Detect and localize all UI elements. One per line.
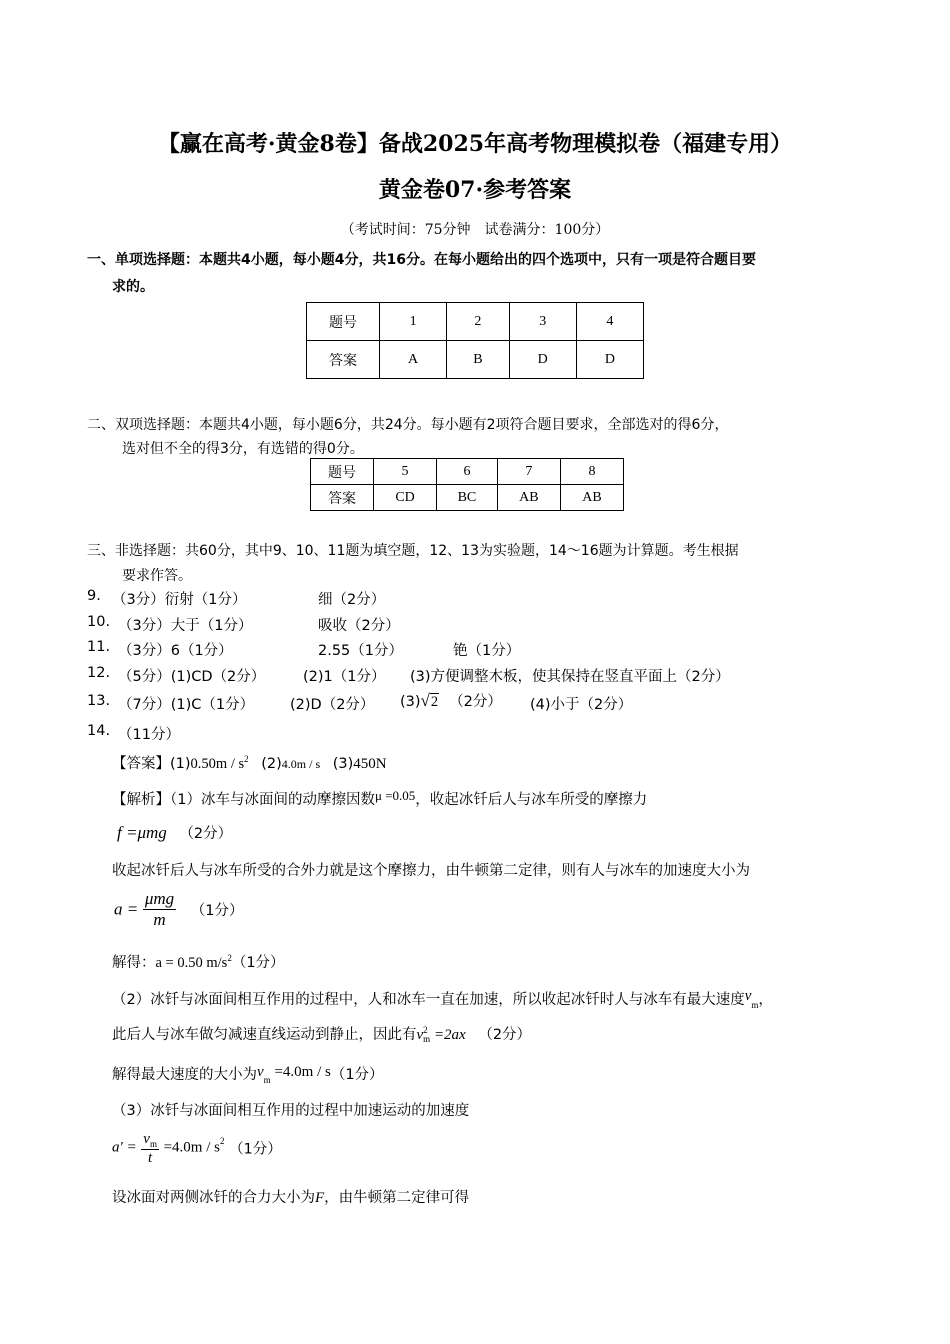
q13-number: 13. xyxy=(87,693,111,709)
analysis-p6 xyxy=(112,1063,384,1085)
table-cell: BC xyxy=(437,485,498,511)
q13-c-radicand: 2 xyxy=(430,694,439,710)
eq3-exponent: 2 xyxy=(219,1136,225,1146)
table-cell: 2 xyxy=(447,303,509,341)
q12-answer-a: （5分）(1)CD（2分） xyxy=(118,669,266,685)
analysis-p3 xyxy=(112,951,285,972)
table-header-label: 题号 xyxy=(307,303,380,341)
p4-tail: ， xyxy=(758,992,773,1008)
q12-answer-c: (3)方便调整木板，使其保持在竖直平面上（2分） xyxy=(410,669,730,685)
eq2-numerator: μmg xyxy=(144,889,175,908)
analysis-p1-text: （1）冰车与冰面间的动摩擦因数 xyxy=(170,792,375,808)
p6-subscript: m xyxy=(263,1074,271,1085)
analysis-p4 xyxy=(112,988,773,1010)
q10-number: 10. xyxy=(87,614,111,630)
table-answer-label: 答案 xyxy=(311,485,374,511)
q14-score: （11分） xyxy=(118,727,180,743)
p6-equation: =4.0m / s xyxy=(270,1064,331,1080)
table-header-label: 题号 xyxy=(311,459,374,485)
q11-answer-b: 2.55（1分） xyxy=(318,643,404,659)
table-cell: A xyxy=(380,341,447,379)
analysis-p5 xyxy=(112,1023,531,1044)
eq3-num-var: v xyxy=(143,1131,150,1147)
p5-prefix: 此后人与冰车做匀减速直线运动到静止，因此有 xyxy=(112,1027,417,1043)
table-cell: 8 xyxy=(560,459,623,485)
equation-acceleration xyxy=(114,889,244,930)
section1-answer-table xyxy=(306,302,644,379)
q11-number: 11. xyxy=(87,639,111,655)
sqrt-icon: √ xyxy=(420,691,430,710)
p4-text: （2）冰钎与冰面间相互作用的过程中，人和冰车一直在加速，所以收起冰钎时人与冰车有最大速度 xyxy=(112,992,745,1008)
analysis-p1 xyxy=(112,788,647,809)
p6-score: （1分） xyxy=(330,1067,384,1083)
section2-heading-cont: 选对但不全的得3分，有选错的得0分。 xyxy=(122,441,364,457)
eq2-lhs: a = xyxy=(114,899,139,919)
section2-answer-table xyxy=(310,458,624,511)
eq3-fraction xyxy=(141,1129,159,1167)
q14-number: 14. xyxy=(87,723,111,739)
eq3-lhs: a′ = xyxy=(112,1139,137,1156)
table-cell: 4 xyxy=(576,303,643,341)
p3-value: a = 0.50 m/s xyxy=(155,955,228,971)
section1-heading-cont: 求的。 xyxy=(112,279,154,295)
answer-label: 【答案】 xyxy=(112,756,170,772)
eq3-num-subscript: m xyxy=(149,1139,157,1149)
eq1-formula: f =μmg xyxy=(117,823,167,842)
table-cell: 5 xyxy=(374,459,437,485)
ans1-prefix: (1) xyxy=(170,756,191,772)
analysis-p2: 收起冰钎后人与冰车所受的合外力就是这个摩擦力，由牛顿第二定律，则有人与冰车的加速度大小为 xyxy=(112,863,750,879)
p5-score: （2分） xyxy=(478,1027,532,1043)
section3-heading-cont: 要求作答。 xyxy=(122,568,192,584)
q11-answer-c: 铯（1分） xyxy=(453,643,521,659)
table-answer-label: 答案 xyxy=(307,341,380,379)
q14-answer-line xyxy=(112,752,387,773)
q13-c-score: （2分） xyxy=(449,694,502,710)
q12-answer-b: (2)1（1分） xyxy=(303,669,386,685)
table-cell: AB xyxy=(497,485,560,511)
q13-answer-c xyxy=(400,690,502,711)
eq3-rhs: =4.0m / s xyxy=(163,1139,220,1156)
analysis-label: 【解析】 xyxy=(112,792,170,808)
table-cell: D xyxy=(576,341,643,379)
ans1-exponent: 2 xyxy=(244,754,249,765)
q9-number: 9. xyxy=(87,588,101,604)
table-cell: 6 xyxy=(437,459,498,485)
analysis-p1-tail: ，收起冰钎后人与冰车所受的摩擦力 xyxy=(415,792,648,808)
p5-var: v xyxy=(416,1027,424,1043)
page-title: 【赢在高考·黄金8卷】备战2025年高考物理模拟卷（福建专用） xyxy=(157,131,793,157)
ans3-prefix: (3) xyxy=(332,756,354,772)
eq2-fraction xyxy=(143,889,176,930)
table-cell: 3 xyxy=(509,303,576,341)
q13-c-prefix: (3) xyxy=(400,694,421,710)
q13-answer-d: (4)小于（2分） xyxy=(530,697,633,713)
p4-subscript: m xyxy=(751,999,759,1010)
ans2-value: 4.0m / s xyxy=(281,757,321,771)
p5-equation: =2ax xyxy=(430,1027,466,1043)
mu-value: μ =0.05 xyxy=(374,788,416,803)
p3-exponent: 2 xyxy=(227,953,232,964)
p6-var: v xyxy=(257,1064,264,1080)
p3-prefix: 解得： xyxy=(112,955,156,971)
eq3-denominator: t xyxy=(148,1150,153,1166)
eq2-denominator: m xyxy=(153,910,166,929)
table-cell: AB xyxy=(560,485,623,511)
equation-friction xyxy=(117,822,232,843)
p6-prefix: 解得最大速度的大小为 xyxy=(112,1067,257,1083)
eq2-score: （1分） xyxy=(190,903,244,919)
p8-tail: ，由牛顿第二定律可得 xyxy=(324,1190,470,1206)
q13-answer-b: (2)D（2分） xyxy=(290,697,375,713)
page-subtitle: 黄金卷07·参考答案 xyxy=(378,177,572,203)
p3-score: （1分） xyxy=(231,955,285,971)
q10-answer-a: （3分）大于（1分） xyxy=(118,618,253,634)
eq3-score: （1分） xyxy=(229,1141,282,1158)
section1-heading: 一、单项选择题：本题共4小题，每小题4分，共16分。在每小题给出的四个选项中，只有一项是符合题目要 xyxy=(87,252,756,268)
analysis-p8 xyxy=(112,1186,469,1207)
table-cell: B xyxy=(447,341,509,379)
equation-acceleration-2 xyxy=(112,1129,282,1167)
q11-answer-a: （3分）6（1分） xyxy=(118,643,233,659)
eq1-score: （2分） xyxy=(179,826,233,842)
q13-answer-a: （7分）(1)C（1分） xyxy=(118,697,255,713)
ans1-value: 0.50m / s xyxy=(190,756,245,772)
p8-prefix: 设冰面对两侧冰钎的合力大小为 xyxy=(112,1190,315,1206)
q9-answer-b: 细（2分） xyxy=(318,592,386,608)
p5-subscript: m xyxy=(423,1034,431,1044)
p5-superscript: 2 xyxy=(423,1025,428,1035)
exam-info: （考试时间：75分钟 试卷满分：100分） xyxy=(340,222,610,238)
ans3-value: 450N xyxy=(353,756,387,772)
table-cell: 7 xyxy=(497,459,560,485)
section2-heading: 二、双项选择题：本题共4小题，每小题6分，共24分。每小题有2项符合题目要求，全部选对的得6分， xyxy=(87,417,729,433)
q12-number: 12. xyxy=(87,665,111,681)
p4-var: v xyxy=(744,988,752,1004)
table-cell: D xyxy=(509,341,576,379)
analysis-p7: （3）冰钎与冰面间相互作用的过程中加速运动的加速度 xyxy=(112,1103,470,1119)
table-cell: CD xyxy=(374,485,437,511)
table-cell: 1 xyxy=(380,303,447,341)
eq3-numerator xyxy=(141,1129,159,1150)
p8-var: F xyxy=(315,1190,325,1206)
ans2-prefix: (2) xyxy=(261,756,282,772)
q9-answer-a: （3分）衍射（1分） xyxy=(112,592,247,608)
q10-answer-b: 吸收（2分） xyxy=(318,618,400,634)
section3-heading: 三、非选择题：共60分，其中9、10、11题为填空题，12、13为实验题，14～16题为计算题。考生根据 xyxy=(87,543,739,559)
